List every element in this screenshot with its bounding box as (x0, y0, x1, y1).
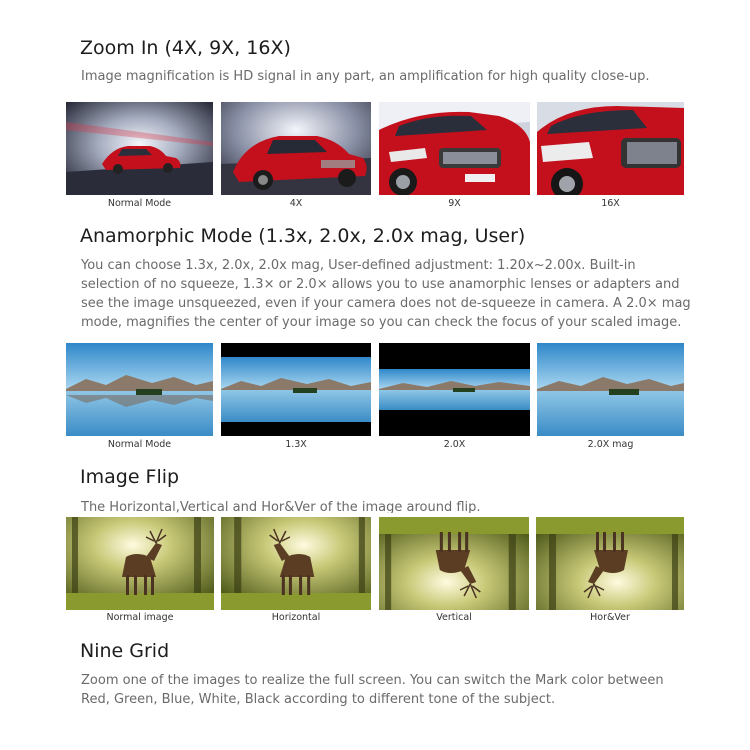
caption-16x: 16X (601, 198, 620, 209)
anamorphic-normal-image (66, 343, 213, 436)
caption-vertical: Vertical (436, 612, 472, 623)
caption-9x: 9X (448, 198, 461, 209)
caption-hor-ver: Hor&Ver (590, 612, 630, 623)
flip-hor-ver-image (536, 517, 684, 610)
zoom-4x-image (221, 102, 371, 195)
anamorphic-1-3x-image (221, 343, 371, 436)
zoom-16x-image (537, 102, 684, 195)
flip-vertical-image (379, 517, 529, 610)
image-flip-heading: Image Flip (80, 466, 180, 488)
caption-horizontal: Horizontal (271, 612, 321, 623)
zoom-in-description: Image magnification is HD signal in any part, an amplification for high quality close-up. (81, 69, 650, 84)
anamorphic-heading: Anamorphic Mode (1.3x, 2.0x, 2.0x mag, User) (80, 225, 526, 247)
caption-2-0x-mag: 2.0X mag (587, 439, 634, 450)
caption-normal-image: Normal image (106, 612, 174, 623)
nine-grid-heading: Nine Grid (80, 640, 170, 662)
anamorphic-2-0x-image (379, 343, 530, 436)
flip-horizontal-image (221, 517, 371, 610)
anamorphic-description: You can choose 1.3x, 2.0x, 2.0x mag, User-defined adjustment: 1.20x~2.00x. Built-in selection of no squeeze, 1.3× or 2.0× allows you to use anamorphic lenses or adapters and see the image unsqueezed, even if your camera does not de-squeeze in camera. A 2.0× mag mode, magnifies the center of your image so you can check the focus of your scaled image. (81, 258, 691, 330)
zoom-normal-image (66, 102, 213, 195)
zoom-9x-image (379, 102, 530, 195)
caption-1-3x: 1.3X (285, 439, 307, 450)
flip-normal-image (66, 517, 214, 610)
caption-normal-mode: Normal Mode (107, 198, 172, 209)
caption-2-0x: 2.0X (443, 439, 466, 450)
nine-grid-description: Zoom one of the images to realize the full screen. You can switch the Mark color between Red, Green, Blue, White, Black according to different tone of the subject. (81, 673, 664, 707)
anamorphic-2-0x-mag-image (537, 343, 684, 436)
caption-anamorphic-normal: Normal Mode (107, 439, 172, 450)
caption-4x: 4X (289, 198, 303, 209)
image-flip-description: The Horizontal,Vertical and Hor&Ver of the image around flip. (81, 500, 481, 513)
zoom-in-heading: Zoom In (4X, 9X, 16X) (80, 37, 291, 59)
